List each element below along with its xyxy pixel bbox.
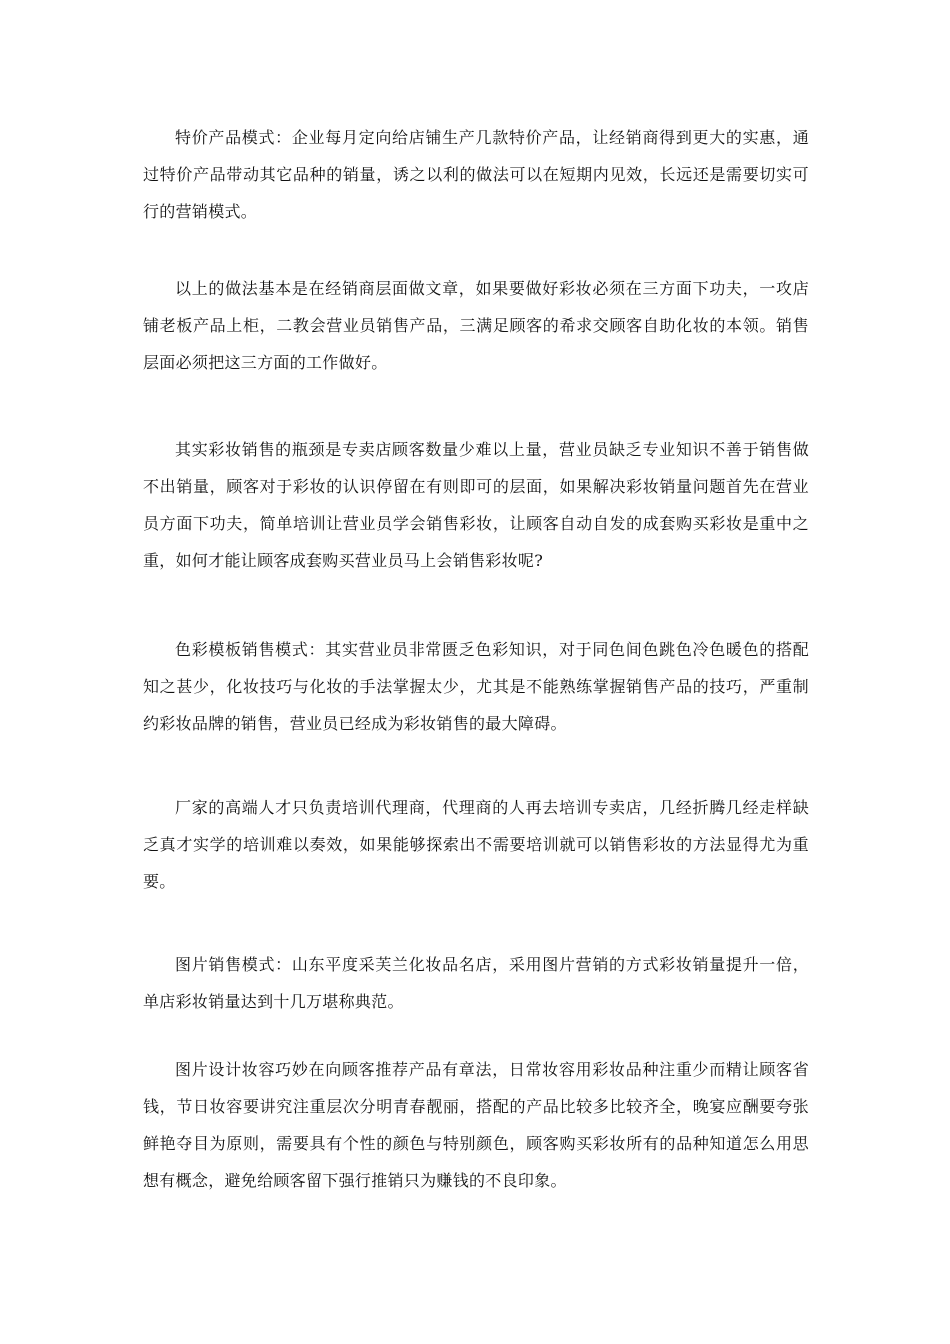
paragraph-training-problem: 厂家的高端人才只负责培训代理商，代理商的人再去培训专卖店，几经折腾几经走样缺乏真才实学的培训难以奏效，如果能够探索出不需要培训就可以销售彩妆的方法显得尤为重要。 — [143, 798, 809, 891]
paragraph-special-price-mode: 特价产品模式：企业每月定向给店铺生产几款特价产品，让经销商得到更大的实惠，通过特价产品带动其它品种的销量，诱之以利的做法可以在短期内见效，长远还是需要切实可行的营销模式。 — [143, 128, 809, 221]
paragraph-dealer-level: 以上的做法基本是在经销商层面做文章，如果要做好彩妆必须在三方面下功夫，一攻店铺老板产品上柜，二教会营业员销售产品，三满足顾客的希求交顾客自助化妆的本领。销售层面必须把这三方面的工作做好。 — [143, 279, 809, 372]
paragraph-picture-sales-mode: 图片销售模式：山东平度采芙兰化妆品名店，采用图片营销的方式彩妆销量提升一倍，单店彩妆销量达到十几万堪称典范。 — [143, 955, 809, 1011]
paragraph-color-template-mode: 色彩模板销售模式：其实营业员非常匮乏色彩知识，对于同色间色跳色冷色暖色的搭配知之甚少，化妆技巧与化妆的手法掌握太少，尤其是不能熟练掌握销售产品的技巧，严重制约彩妆品牌的销售，营业员已经成为彩妆销售的最大障碍。 — [143, 640, 809, 733]
paragraph-sales-bottleneck: 其实彩妆销售的瓶颈是专卖店顾客数量少难以上量，营业员缺乏专业知识不善于销售做不出销量，顾客对于彩妆的认识停留在有则即可的层面，如果解决彩妆销量问题首先在营业员方面下功夫，简单培训让营业员学会销售彩妆，让顾客自动自发的成套购买彩妆是重中之重，如何才能让顾客成套购买营业员马上会销售彩妆呢? — [143, 440, 809, 570]
paragraph-picture-design: 图片设计妆容巧妙在向顾客推荐产品有章法，日常妆容用彩妆品种注重少而精让顾客省钱，节日妆容要讲究注重层次分明青春靓丽，搭配的产品比较多比较齐全，晚宴应酬要夸张鲜艳夺目为原则，需要具有个性的颜色与特别颜色，顾客购买彩妆所有的品种知道怎么用思想有概念，避免给顾客留下强行推销只为赚钱的不良印象。 — [143, 1060, 809, 1190]
